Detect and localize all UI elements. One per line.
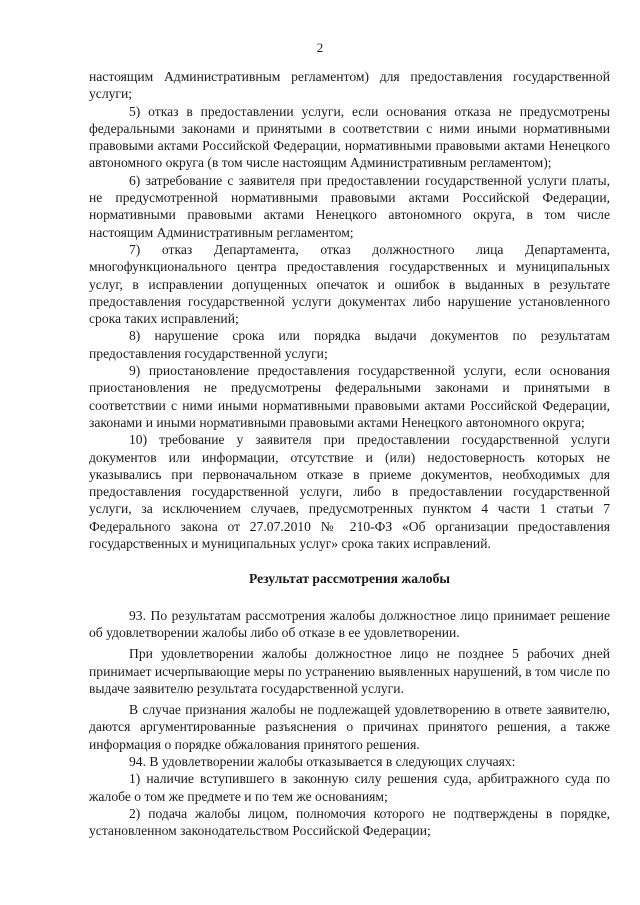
- page-number: 2: [316, 40, 324, 55]
- clause-94-item-2: 2) подача жалобы лицом, полномочия которого не подтверждены в порядке, установленном законодательством Российской Федерации;: [89, 805, 610, 839]
- clause-93-refusal: В случае признания жалобы не подлежащей удовлетворению в ответе заявителю, даются аргументированные разъяснения о причинах принятого решения, а также информация о порядке обжалования принятого решения.: [89, 702, 610, 752]
- document-body: [89, 68, 610, 839]
- clause-94-item-1: 1) наличие вступившего в законную силу решения суда, арбитражного суда по жалобе о том же предмете и по тем же основаниям;: [89, 771, 610, 804]
- paragraph-continuation: настоящим Административным регламентом) для предоставления государственной услуги;: [89, 69, 610, 102]
- list-item-6: 6) затребование с заявителя при предоставлении государственной услуги платы, не предусмотренной нормативными правовыми актами Российской Федерации, нормативными правовыми актами Ненецкого автономного округа, в том числе настоящим Административным регламентом;: [89, 172, 610, 240]
- list-item-7: 7) отказ Департамента, отказ должностного лица Департамента, многофункционального центра предоставления государственных и муниципальных услуг, в исправлении допущенных опечаток и ошибок в выданных в результате предоставления государственной услуги документах либо нарушение установленного срока таких исправлений;: [89, 241, 610, 327]
- clause-93: 93. По результатам рассмотрения жалобы должностное лицо принимает решение об удовлетворении жалобы либо об отказе в ее удовлетворении.: [89, 607, 610, 640]
- clause-93-satisfaction: При удовлетворении жалобы должностное лицо не позднее 5 рабочих дней принимает исчерпывающие меры по устранению выявленных нарушений, в том числе по выдаче заявителю результата государственной услуги.: [89, 646, 610, 696]
- list-item-9: 9) приостановление предоставления государственной услуги, если основания приостановления не предусмотрены федеральными законами и принятыми в соответствии с ними иными нормативными правовыми актами Российской Федерации, законами и иными нормативными правовыми актами Ненецкого автономного округа;: [89, 363, 610, 430]
- clause-94: 94. В удовлетворении жалобы отказывается в следующих случаях:: [129, 753, 516, 769]
- list-item-8: 8) нарушение срока или порядка выдачи документов по результатам предоставления государственной услуги;: [89, 328, 610, 361]
- list-item-5: 5) отказ в предоставлении услуги, если основания отказа не предусмотрены федеральными законами и принятыми в соответствии с ними иными нормативными правовыми актами Российской Федерации, нормативными правовыми актами Ненецкого автономного округа (в том числе настоящим Административным регламентом);: [89, 103, 610, 171]
- section-heading: Результат рассмотрения жалобы: [248, 571, 451, 587]
- list-item-10: 10) требование у заявителя при предоставлении государственной услуги документов или информации, отсутствие и (или) недостоверность которых не указывались при первоначальном отказе в приеме документов, необходимых для предоставления государственной услуги, либо в предоставлении государственной услуги, за исключением случаев, предусмотренных пунктом 4 части 1 статьи 7 Федерального закона от 27.07.2010 № 210-ФЗ «Об организации предоставления государственных и муниципальных услуг» срока таких исправлений.: [89, 432, 610, 552]
